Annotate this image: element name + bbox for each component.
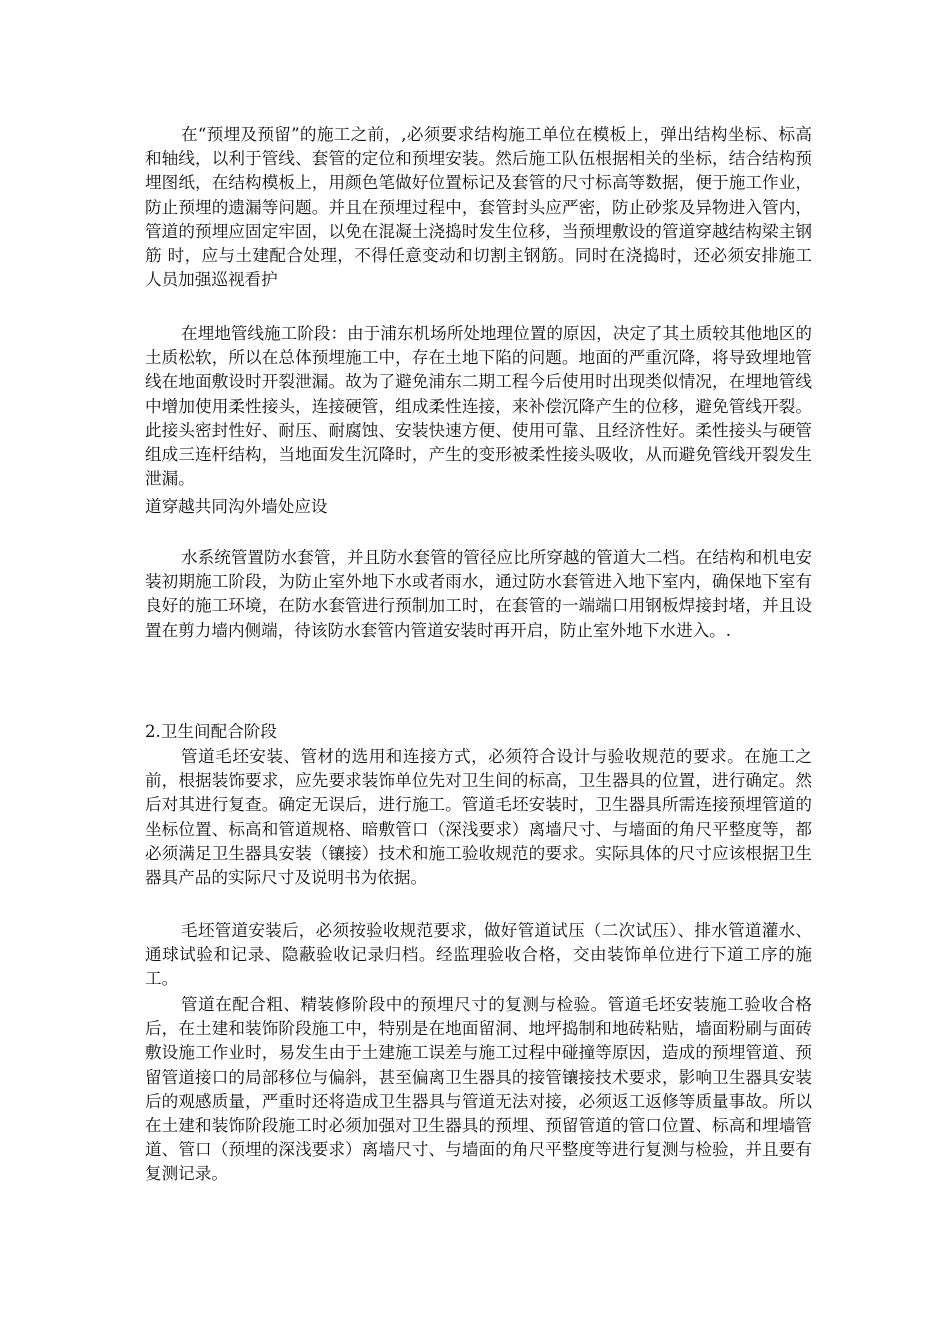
paragraph-buried-pipeline: 在埋地管线施工阶段：由于浦东机场所处地理位置的原因，决定了其土质较其他地区的土质松软，所以在总体预埋施工中，存在土地下陷的问题。地面的严重沉降，将导致埋地管线在地面敷设时开裂泄漏。故为了避免浦东二期工程今后使用时出现类似情况，在埋地管线中增加使用柔性接头，连接硬管，组成柔性连接，来补偿沉降产生的位移，避免管线开裂。此接头密封性好、耐压、耐腐蚀、安装快速方便、使用可靠、且经济性好。柔性接头与硬管组成三连杆结构，当地面发生沉降时，产生的变形被柔性接头吸收，从而避免管线开裂发生泄漏。 <box>145 324 812 489</box>
section-heading-bathroom-stage: 2.卫生间配合阶段 <box>145 722 277 741</box>
paragraph-pressure-test: 毛坯管道安装后，必须按验收规范要求，做好管道试压（二次试压）、排水管道灌水、通球试验和记录、隐蔽验收记录归档。经监理验收合格，交由装饰单位进行下道工序的施工。 <box>145 921 812 989</box>
paragraph-remeasure-inspection: 管道在配合粗、精装修阶段中的预埋尺寸的复测与检验。管道毛坯安装施工验收合格后，在土建和装饰阶段施工中，特别是在地面留洞、地坪捣制和地砖粘贴，墙面粉刷与面砖敷设施工作业时，易发生由于土建施工误差与施工过程中碰撞等原因，造成的预埋管道、预留管道接口的局部移位与偏斜，甚至偏离卫生器具的接管镶接技术要求，影响卫生器具安装后的观感质量，严重时还将造成卫生器具与管道无法对接，必须返工返修等质量事故。所以在土建和装饰阶段施工时必须加强对卫生器具的预埋、预留管道的管口位置、标高和埋墙管道、管口（预埋的深浅要求）离墙尺寸、与墙面的角尺平整度等进行复测与检验，并且要有复测记录。 <box>145 995 812 1184</box>
paragraph-rough-pipe-installation: 管道毛坯安装、管材的选用和连接方式，必须符合设计与验收规范的要求。在施工之前，根据装饰要求，应先要求装饰单位先对卫生间的标高，卫生器具的位置，进行确定。然后对其进行复查。确定无误后，进行施工。管道毛坯安装时，卫生器具所需连接预埋管道的坐标位置、标高和管道规格、暗敷管口（深浅要求）离墙尺寸、与墙面的角尺平整度等，都必须满足卫生器具安装（镶接）技术和施工验收规范的要求。实际具体的尺寸应该根据卫生器具产品的实际尺寸及说明书为依据。 <box>145 747 812 888</box>
paragraph-embedding-preparation: 在“预埋及预留”的施工之前，,必须要求结构施工单位在模板上，弹出结构坐标、标高和轴线，以利于管线、套管的定位和预埋安装。然后施工队伍根据相关的坐标，结合结构预埋图纸，在结构模板上，用颜色笔做好位置标记及套管的尺寸标高等数据，便于施工作业，防止预埋的遗漏等问题。并且在预埋过程中，套管封头应严密，防止砂浆及异物进入管内，管道的预埋应固定牢固，以免在混凝土浇捣时发生位移，当预埋敷设的管道穿越结构梁主钢筋 时，应与土建配合处理，不得任意变动和切割主钢筋。同时在浇捣时，还必须安排施工人员加强巡视看护 <box>145 125 812 290</box>
paragraph-utility-tunnel-line: 道穿越共同沟外墙处应设 <box>145 497 328 516</box>
paragraph-waterproof-sleeve: 水系统管置防水套管，并且防水套管的管径应比所穿越的管道大二档。在结构和机电安装初期施工阶段，为防止室外地下水或者雨水，通过防水套管进入地下室内，确保地下室有良好的施工环境，在防水套管进行预制加工时，在套管的一端端口用钢板焊接封堵，并且设置在剪力墙内侧端，待该防水套管内管道安装时再开启，防止室外地下水进入。. <box>145 548 812 640</box>
